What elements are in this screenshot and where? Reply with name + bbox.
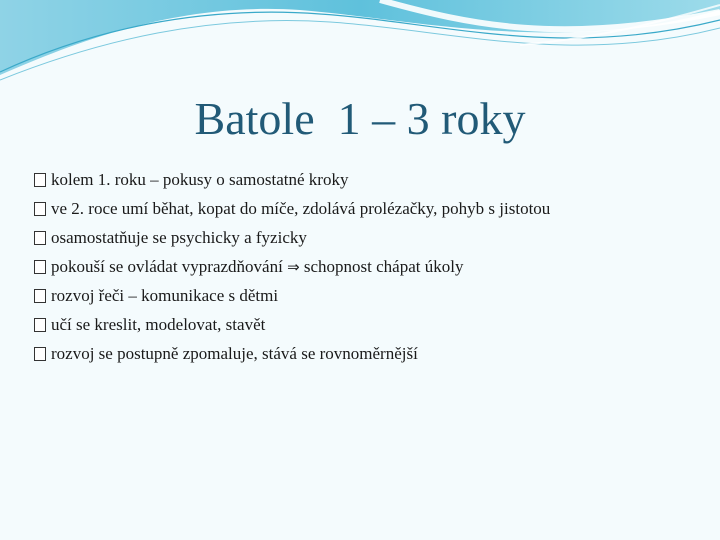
bullet-text-after: schopnost chápat úkoly <box>299 256 464 276</box>
square-bullet-icon <box>34 347 46 361</box>
bullet-text: osamostatňuje se psychicky a fyzicky <box>51 227 307 247</box>
list-item <box>34 252 714 281</box>
square-bullet-icon <box>34 202 46 216</box>
bullet-text: učí se kreslit, modelovat, stavět <box>51 314 266 334</box>
bullet-text: rozvoj se postupně zpomaluje, stává se rovnoměrnější <box>51 343 418 363</box>
bullet-list <box>34 165 714 368</box>
implies-arrow-icon: ⇒ <box>287 257 300 276</box>
list-item <box>34 310 714 339</box>
square-bullet-icon <box>34 173 46 187</box>
list-item <box>34 194 714 223</box>
square-bullet-icon <box>34 260 46 274</box>
bullet-text-before: pokouší se ovládat vyprazdňování <box>51 256 288 276</box>
bullet-text: rozvoj řeči – komunikace s dětmi <box>51 285 279 305</box>
bullet-text <box>51 257 463 277</box>
list-item <box>34 223 714 252</box>
square-bullet-icon <box>34 289 46 303</box>
slide-title: Batole 1 – 3 roky <box>194 93 526 144</box>
bullet-text: ve 2. roce umí běhat, kopat do míče, zdolává prolézačky, pohyb s jistotou <box>51 198 551 218</box>
list-item <box>34 165 714 194</box>
list-item <box>34 339 714 368</box>
square-bullet-icon <box>34 231 46 245</box>
square-bullet-icon <box>34 318 46 332</box>
bullet-text: kolem 1. roku – pokusy o samostatné kroky <box>51 169 349 189</box>
list-item <box>34 281 714 310</box>
